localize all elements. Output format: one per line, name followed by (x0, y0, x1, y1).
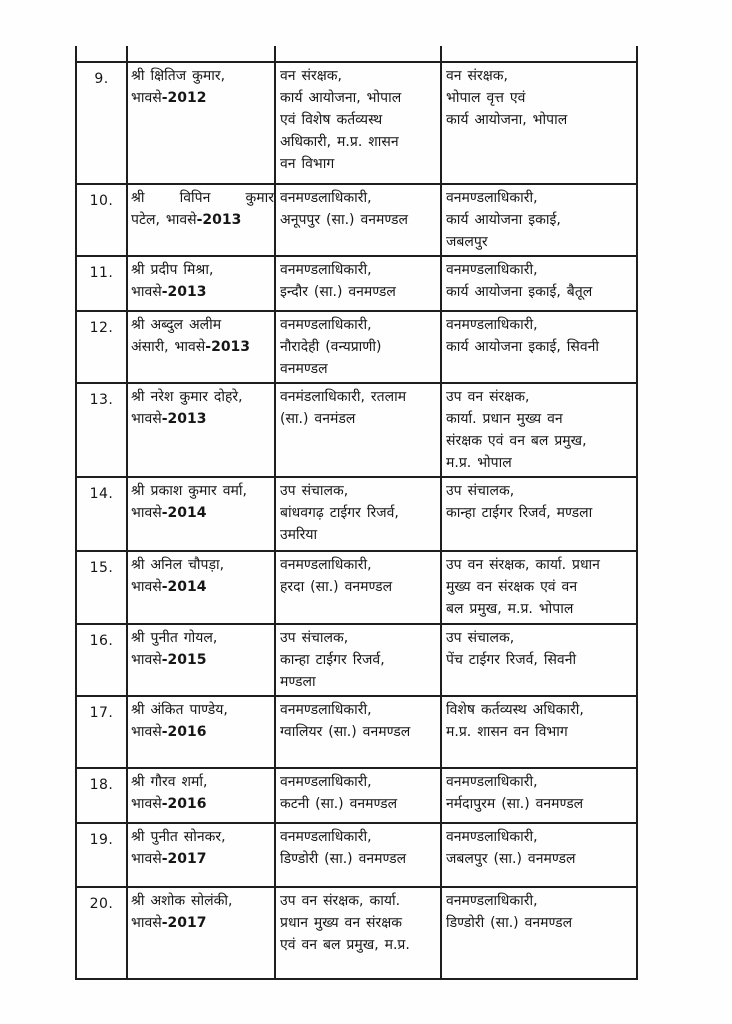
text-line: उप वन संरक्षक, कार्या. प्रधान (446, 557, 600, 573)
text-line: कार्य आयोजना इकाई, सिवनी (446, 339, 600, 355)
text-line: भोपाल वृत्त एवं (446, 90, 526, 106)
text-line: 18. (89, 777, 114, 793)
text-line: कार्य आयोजना इकाई, (446, 212, 561, 228)
text-line: 19. (89, 832, 114, 848)
text-line: 9. (94, 71, 109, 87)
cut-off-row (77, 46, 638, 63)
text-line: म.प्र. भोपाल (446, 455, 512, 471)
text-line: बल प्रमुख, म.प्र. भोपाल (446, 601, 574, 617)
table-row (77, 257, 638, 312)
text-line: पटेल, भावसे-2013 (131, 212, 242, 228)
current-post-cell (276, 257, 442, 310)
current-post-cell (276, 46, 442, 61)
current-post-cell (276, 384, 442, 476)
text-line: श्री प्रकाश कुमार वर्मा, (131, 483, 247, 499)
text-line: नर्मदापुरम (सा.) वनमण्डल (446, 796, 584, 812)
text-line: वनमण्डलाधिकारी, (446, 262, 538, 278)
new-post-cell (442, 697, 638, 767)
text-line: वनमण्डलाधिकारी, (280, 317, 372, 333)
text-line: उप वन संरक्षक, (446, 389, 530, 405)
text-line: श्री पुनीत सोनकर, (131, 829, 226, 845)
name-cell (128, 185, 276, 255)
text-line: प्रधान मुख्य वन संरक्षक (280, 915, 403, 931)
text-line: अंसारी, भावसे-2013 (131, 339, 251, 355)
new-post-cell (442, 185, 638, 255)
current-post-cell (276, 312, 442, 382)
text-line: भावसे-2013 (131, 411, 207, 427)
text-line: 16. (89, 633, 114, 649)
table-row (77, 625, 638, 697)
name-cell (128, 888, 276, 978)
text-line: वनमण्डलाधिकारी, (280, 557, 372, 573)
table-row (77, 384, 638, 478)
text-line: संरक्षक एवं वन बल प्रमुख, (446, 433, 587, 449)
serial-cell (77, 63, 128, 183)
current-post-cell (276, 824, 442, 886)
text-line: जबलपुर (446, 234, 488, 250)
new-post-cell (442, 769, 638, 822)
text-line: भावसे-2014 (131, 505, 207, 521)
text-line: मण्डला (280, 674, 316, 690)
name-cell (128, 46, 276, 61)
new-post-cell (442, 46, 638, 61)
current-post-cell (276, 552, 442, 623)
text-line: 13. (89, 392, 114, 408)
text-line: श्री प्रदीप मिश्रा, (131, 262, 214, 278)
serial-cell (77, 888, 128, 978)
text-line: कटनी (सा.) वनमण्डल (280, 796, 398, 812)
new-post-cell (442, 552, 638, 623)
new-post-cell (442, 888, 638, 978)
serial-cell (77, 46, 128, 61)
text-line: एवं वन बल प्रमुख, म.प्र. (280, 937, 410, 953)
text-line: कार्य आयोजना, भोपाल (446, 112, 568, 128)
text-line: श्री पुनीत गोयल, (131, 630, 218, 646)
current-post-cell (276, 625, 442, 695)
text-line: वनमण्डलाधिकारी, (280, 262, 372, 278)
serial-cell (77, 552, 128, 623)
text-line: श्री नरेश कुमार दोहरे, (131, 389, 243, 405)
text-line: कार्य आयोजना इकाई, बैतूल (446, 284, 593, 300)
text-line: श्री अनिल चौपड़ा, (131, 557, 225, 573)
text-line: अनूपपुर (सा.) वनमण्डल (280, 212, 409, 228)
text-line: श्री अब्दुल अलीम (131, 317, 222, 333)
text-line: वनमण्डलाधिकारी, (280, 829, 372, 845)
text-line: उप संचालक, (446, 483, 515, 499)
name-cell (128, 625, 276, 695)
text-line: भावसे-2017 (131, 915, 207, 931)
text-line: भावसे-2014 (131, 579, 207, 595)
text-line: वनमण्डलाधिकारी, (280, 774, 372, 790)
table-row (77, 478, 638, 552)
name-cell (128, 824, 276, 886)
text-line: कार्या. प्रधान मुख्य वन (446, 411, 563, 427)
text-line: विशेष कर्तव्यस्थ अधिकारी, (446, 702, 584, 718)
current-post-cell (276, 888, 442, 978)
text-line: मुख्य वन संरक्षक एवं वन (446, 579, 578, 595)
serial-cell (77, 697, 128, 767)
table-row (77, 697, 638, 769)
text-line: उमरिया (280, 527, 318, 543)
text-line: भावसे-2017 (131, 851, 207, 867)
name-cell (128, 769, 276, 822)
text-line: श्री अशोक सोलंकी, (131, 893, 233, 909)
text-line: पेंच टाईगर रिजर्व, सिवनी (446, 652, 577, 668)
text-line: (सा.) वनमंडल (280, 411, 356, 427)
text-line: इन्दौर (सा.) वनमण्डल (280, 284, 396, 300)
text-line: 17. (89, 705, 114, 721)
table-row (77, 312, 638, 384)
text-line: उप संचालक, (446, 630, 515, 646)
text-line: वन संरक्षक, (280, 68, 342, 84)
text-line: 20. (89, 896, 114, 912)
current-post-cell (276, 769, 442, 822)
text-line: 15. (89, 560, 114, 576)
text-line: 10. (89, 193, 114, 209)
text-line: म.प्र. शासन वन विभाग (446, 724, 568, 740)
table-row (77, 185, 638, 257)
text-line: भावसे-2016 (131, 796, 207, 812)
text-line: वनमण्डलाधिकारी, (446, 317, 538, 333)
text-line: अधिकारी, म.प्र. शासन (280, 134, 399, 150)
serial-cell (77, 824, 128, 886)
text-line: उप संचालक, (280, 483, 349, 499)
text-line: वन विभाग (280, 156, 335, 172)
current-post-cell (276, 63, 442, 183)
transfer-table (75, 46, 638, 980)
text-line: श्री अंकित पाण्डेय, (131, 702, 228, 718)
text-line: डिण्डोरी (सा.) वनमण्डल (446, 915, 573, 931)
text-line: वनमण्डलाधिकारी, (446, 190, 538, 206)
text-line: वनमण्डलाधिकारी, (446, 829, 538, 845)
serial-cell (77, 185, 128, 255)
current-post-cell (276, 185, 442, 255)
text-line: वनमण्डल (280, 361, 328, 377)
text-line: वन संरक्षक, (446, 68, 508, 84)
text-line: भावसे-2012 (131, 90, 207, 106)
text-line: वनमण्डलाधिकारी, (280, 190, 372, 206)
text-line: ग्वालियर (सा.) वनमण्डल (280, 724, 411, 740)
table-row (77, 888, 638, 980)
current-post-cell (276, 697, 442, 767)
text-line: श्री गौरव शर्मा, (131, 774, 208, 790)
name-cell (128, 697, 276, 767)
serial-cell (77, 257, 128, 310)
new-post-cell (442, 824, 638, 886)
serial-cell (77, 312, 128, 382)
text-line: 14. (89, 486, 114, 502)
text-line: नौरादेही (वन्यप्राणी) (280, 339, 382, 355)
name-cell (128, 552, 276, 623)
text-line: श्री विपिन कुमार (131, 190, 274, 206)
serial-cell (77, 625, 128, 695)
current-post-cell (276, 478, 442, 550)
table-row (77, 552, 638, 625)
new-post-cell (442, 257, 638, 310)
text-line: बांधवगढ़ टाईगर रिजर्व, (280, 505, 399, 521)
name-cell (128, 312, 276, 382)
text-line: एवं विशेष कर्तव्यस्थ (280, 112, 383, 128)
text-line: उप संचालक, (280, 630, 349, 646)
name-cell (128, 63, 276, 183)
text-line: जबलपुर (सा.) वनमण्डल (446, 851, 576, 867)
text-line: भावसे-2016 (131, 724, 207, 740)
table-row (77, 769, 638, 824)
text-line: हरदा (सा.) वनमण्डल (280, 579, 393, 595)
text-line: भावसे-2015 (131, 652, 207, 668)
text-line: डिण्डोरी (सा.) वनमण्डल (280, 851, 407, 867)
text-line: कान्हा टाईगर रिजर्व, मण्डला (446, 505, 593, 521)
text-line: भावसे-2013 (131, 284, 207, 300)
text-line: श्री क्षितिज कुमार, (131, 68, 226, 84)
new-post-cell (442, 625, 638, 695)
name-cell (128, 384, 276, 476)
text-line: 12. (89, 320, 114, 336)
text-line: वनमण्डलाधिकारी, (446, 893, 538, 909)
text-line: कार्य आयोजना, भोपाल (280, 90, 402, 106)
text-line: वनमण्डलाधिकारी, (446, 774, 538, 790)
serial-cell (77, 478, 128, 550)
text-line: वनमण्डलाधिकारी, (280, 702, 372, 718)
table-row (77, 63, 638, 185)
serial-cell (77, 769, 128, 822)
text-line: कान्हा टाईगर रिजर्व, (280, 652, 385, 668)
new-post-cell (442, 312, 638, 382)
text-line: 11. (89, 265, 114, 281)
name-cell (128, 257, 276, 310)
new-post-cell (442, 478, 638, 550)
text-line: वनमंडलाधिकारी, रतलाम (280, 389, 407, 405)
serial-cell (77, 384, 128, 476)
name-cell (128, 478, 276, 550)
text-line: उप वन संरक्षक, कार्या. (280, 893, 401, 909)
table-row (77, 824, 638, 888)
new-post-cell (442, 384, 638, 476)
new-post-cell (442, 63, 638, 183)
